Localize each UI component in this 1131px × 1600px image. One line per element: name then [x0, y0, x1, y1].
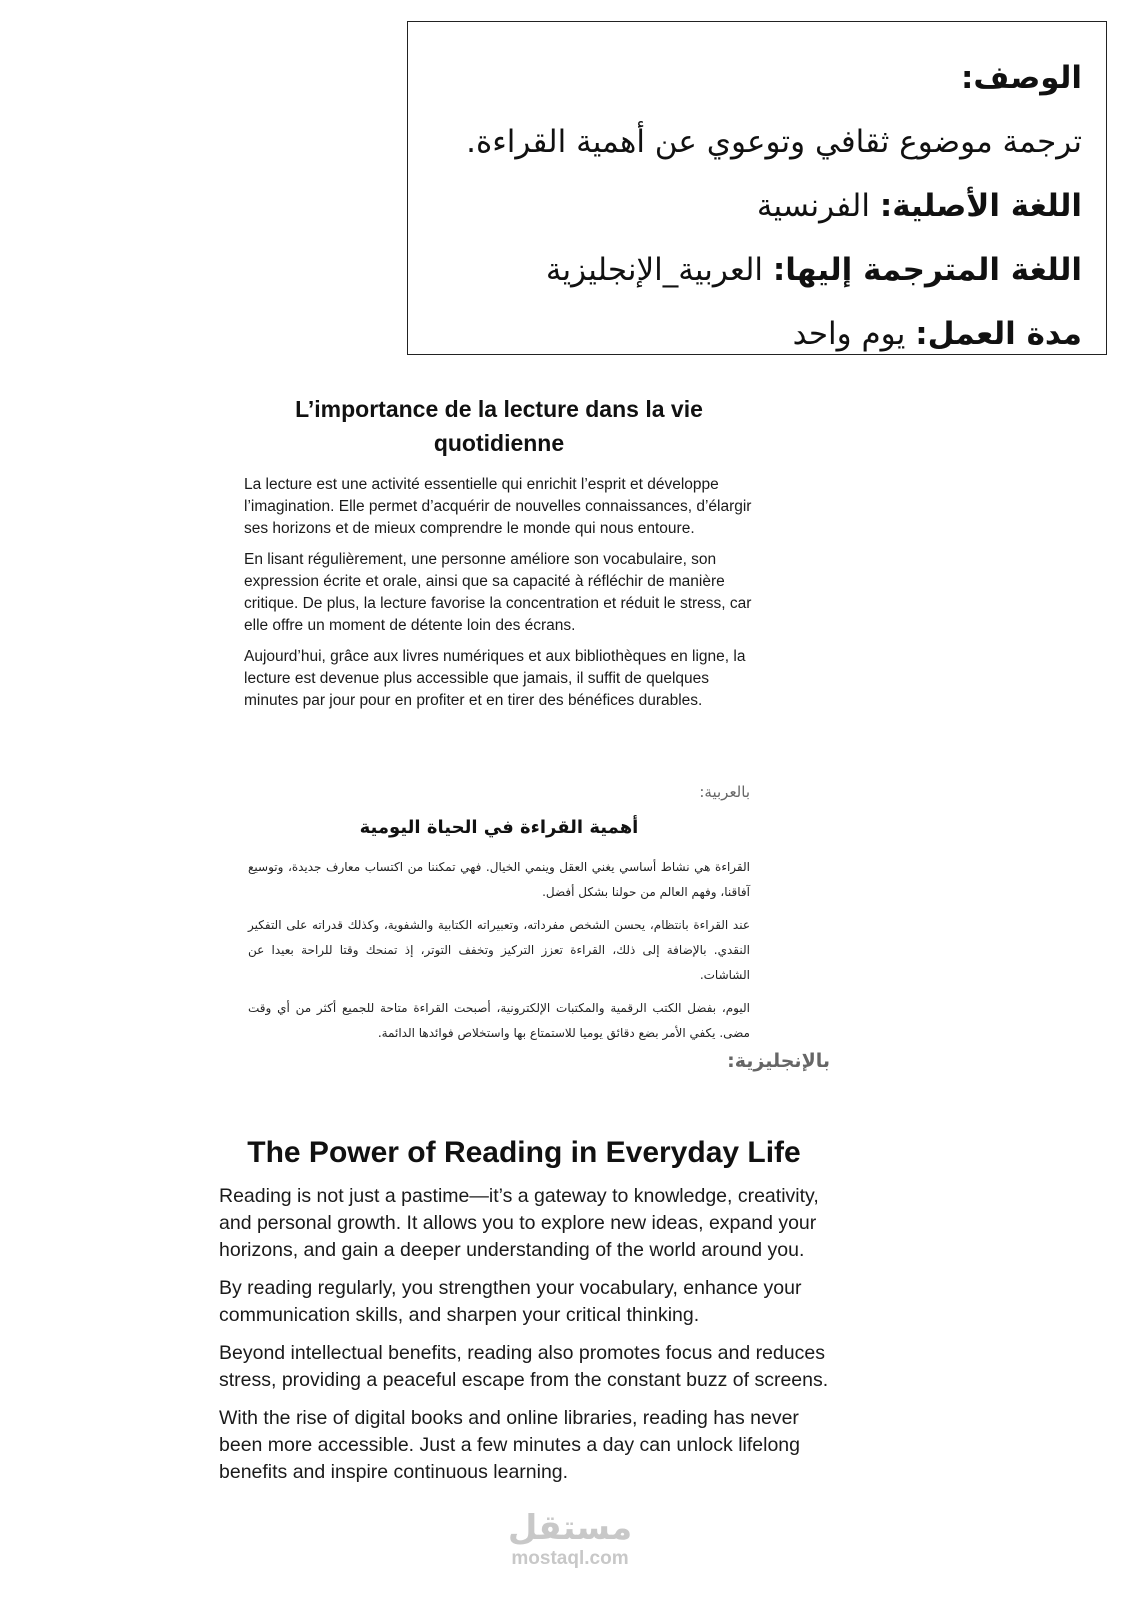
original-language-label: اللغة الأصلية:: [879, 188, 1082, 224]
french-article: [244, 392, 754, 721]
description-value-row: [432, 110, 1082, 174]
description-value: ترجمة موضوع ثقافي وتوعوي عن أهمية القراءة.: [466, 124, 1082, 160]
project-info-box: [407, 21, 1107, 355]
arabic-article: [248, 815, 750, 1054]
duration-label: مدة العمل:: [915, 316, 1082, 352]
watermark-text: mostaql.com: [511, 1548, 629, 1569]
english-article: [219, 1133, 829, 1497]
english-section-label: بالإنجليزية:: [727, 1050, 830, 1072]
french-paragraph: Aujourd’hui, grâce aux livres numériques et aux bibliothèques en ligne, la lecture est devenue plus accessible que jamais, il suffit de quelques minutes par jour pour en profiter et en tirer des bénéfices durables.: [244, 648, 746, 709]
description-label: الوصف:: [961, 60, 1082, 96]
watermark-logo: مستقل: [507, 1508, 633, 1548]
english-paragraph: Beyond intellectual benefits, reading also promotes focus and reduces stress, providing a peaceful escape from the constant buzz of screens.: [219, 1342, 829, 1391]
original-language-row: [432, 174, 1082, 238]
duration-row: [432, 302, 1082, 366]
duration-value: يوم واحد: [792, 316, 906, 352]
french-paragraph: La lecture est une activité essentielle qui enrichit l’esprit et développe l’imagination. Elle permet d’acquérir de nouvelles connaissances, d’élargir ses horizons et de mieux comprendre le monde qui nous entoure.: [244, 476, 752, 537]
english-paragraph: By reading regularly, you strengthen your vocabulary, enhance your communication skills, and sharpen your critical thinking.: [219, 1277, 802, 1326]
arabic-paragraph: القراءة هي نشاط أساسي يغني العقل وينمي الخيال. فهي تمكننا من اكتساب معارف جديدة، وتوسيع آفاقنا، وفهم العالم من حولنا بشكل أفضل.: [248, 860, 750, 899]
original-language-value: الفرنسية: [756, 188, 870, 224]
description-row: [432, 46, 1082, 110]
arabic-title: أهمية القراءة في الحياة اليومية: [359, 817, 639, 838]
arabic-section-label: بالعربية:: [699, 783, 750, 801]
arabic-paragraph: اليوم، بفضل الكتب الرقمية والمكتبات الإلكترونية، أصبحت القراءة متاحة للجميع أكثر من أي وقت مضى. يكفي الأمر بضع دقائق يوميا للاستمتاع بها واستخلاص فوائدها الدائمة.: [248, 1001, 750, 1040]
english-paragraph: Reading is not just a pastime—it’s a gateway to knowledge, creativity, and personal growth. It allows you to explore new ideas, expand your horizons, and gain a deeper understanding of the world around you.: [219, 1185, 819, 1261]
french-paragraph: En lisant régulièrement, une personne améliore son vocabulaire, son expression écrite et orale, ainsi que sa capacité à réfléchir de manière critique. De plus, la lecture favorise la concentration et réduit le stress, car elle offre un moment de détente loin des écrans.: [244, 551, 752, 634]
target-language-value: العربية_الإنجليزية: [545, 252, 763, 288]
target-language-label: اللغة المترجمة إليها:: [772, 252, 1082, 288]
target-language-row: [432, 238, 1082, 302]
arabic-paragraph: عند القراءة بانتظام، يحسن الشخص مفرداته، وتعبيراته الكتابية والشفوية، وكذلك قدراته على التفكير النقدي. بالإضافة إلى ذلك، القراءة تعزز التركيز وتخفف التوتر، إذ تمنحك وقتا للراحة بعيدا عن الشاشات.: [248, 918, 750, 982]
english-title: The Power of Reading in Everyday Life: [247, 1136, 801, 1169]
english-paragraph: With the rise of digital books and online libraries, reading has never been more accessible. Just a few minutes a day can unlock lifelong benefits and inspire continuous learning.: [219, 1407, 800, 1483]
french-title: L’importance de la lecture dans la vie quotidienne: [295, 396, 703, 456]
mostaql-watermark: [495, 1508, 645, 1570]
